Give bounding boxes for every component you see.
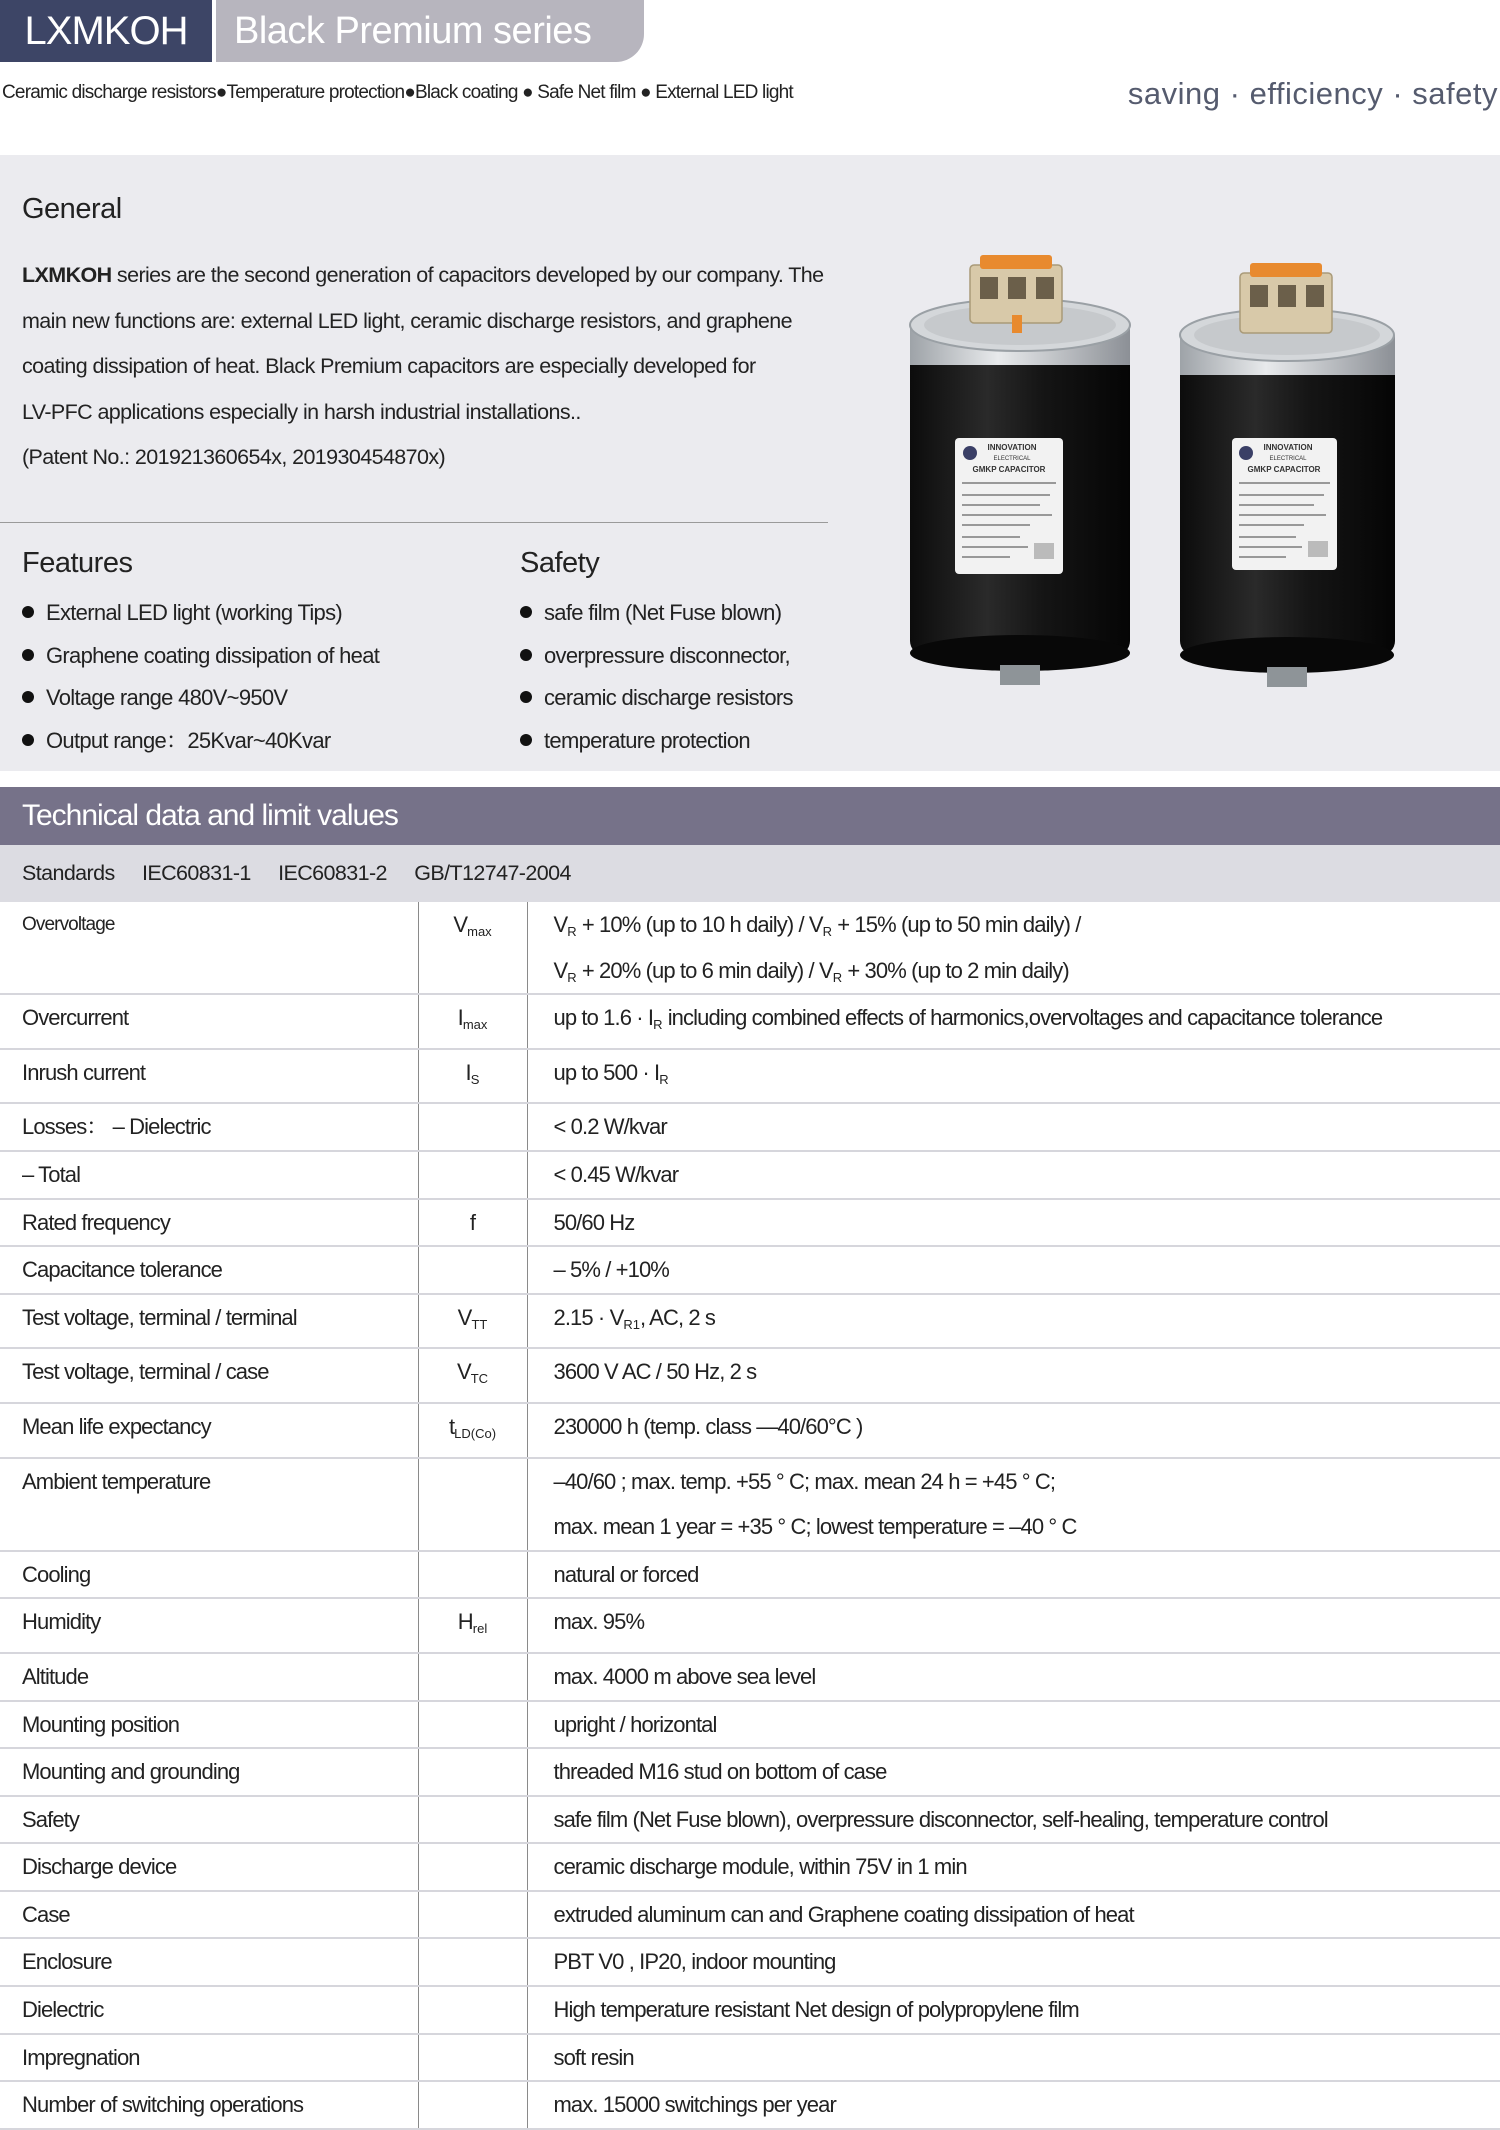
general-line-1: series are the second generation of capacitors developed by our company. The [111,263,824,287]
row-value: 3600 V AC / 50 Hz, 2 s [527,1348,1500,1403]
row-value: max. 15000 switchings per year [527,2081,1500,2129]
features-heading: Features [22,547,133,579]
table-row [0,1049,1500,1104]
general-line-4: LV-PFC applications especially in harsh industrial installations.. [22,399,581,424]
row-name: Mounting and grounding [0,1748,418,1796]
technical-data-table [0,902,1500,2130]
technical-heading: Technical data and limit values [0,787,1500,845]
list-item-text: Graphene coating dissipation of heat [46,642,380,668]
row-value: < 0.45 W/kvar [527,1151,1500,1199]
row-value: 230000 h (temp. class —40/60°C ) [527,1403,1500,1458]
label-line-3: GMKP CAPACITOR [972,465,1046,474]
row-value: safe film (Net Fuse blown), overpressure disconnector, self-healing, temperature control [527,1796,1500,1844]
row-symbol [418,2081,527,2129]
row-name: Case [0,1891,418,1939]
row-symbol [418,1151,527,1199]
row-name: Losses： – Dielectric [0,1103,418,1151]
row-value: $V_R + 10\%$ (up to 10 h daily) / $V_R + 15\%$ (up to 50 min daily) / $V_R + 20\%$ (up to 6 min daily) / $V_R + 30\%$ (up to 2 min daily) [527,902,1500,994]
general-description [22,255,842,483]
list-item-text: External LED light (working Tips) [46,600,343,625]
row-name: Mean life expectancy [0,1403,418,1458]
table-row [0,1986,1500,2034]
list-item [520,720,793,763]
general-line-2: main new functions are: external LED light, ceramic discharge resistors, and graphene [22,308,793,333]
row-value: ceramic discharge module, within 75V in 1 min [527,1843,1500,1891]
table-row [0,1748,1500,1796]
row-name: Test voltage, terminal / terminal [0,1294,418,1349]
row-symbol: $V_{TT}$ [418,1294,527,1349]
row-symbol [418,1938,527,1986]
table-row [0,1246,1500,1294]
table-row [0,2034,1500,2082]
list-item [520,635,793,678]
row-value: up to $1.6 \cdot I_R$ including combined effects of harmonics,overvoltages and capacitance tolerance [527,994,1500,1049]
row-name: Altitude [0,1653,418,1701]
row-value: up to $500 \cdot I_R$ [527,1049,1500,1104]
row-value: upright / horizontal [527,1701,1500,1749]
row-name: Number of switching operations [0,2081,418,2129]
features-list [22,592,379,762]
bullet-icon [520,691,532,703]
tagline: Ceramic discharge resistors●Temperature protection●Black coating ● Safe Net film ● External LED light [2,82,793,103]
label-line-3: GMKP CAPACITOR [1247,465,1321,474]
safety-heading: Safety [520,547,600,579]
row-value: natural or forced [527,1551,1500,1599]
series-title: Black Premium series [216,0,644,62]
bullet-icon [520,734,532,746]
table-row [0,1151,1500,1199]
standard-item: GB/T12747-2004 [414,861,571,885]
row-name: Capacitance tolerance [0,1246,418,1294]
list-item-text: temperature protection [544,727,750,753]
row-symbol [418,1246,527,1294]
row-symbol: $I_{max}$ [418,994,527,1049]
general-brand-bold: LXMKOH [22,263,112,287]
row-value: 50/60 Hz [527,1199,1500,1247]
row-symbol: $I_S$ [418,1049,527,1104]
row-symbol: $H_{rel}$ [418,1598,527,1653]
capacitor-left [910,255,1130,685]
row-value: High temperature resistant Net design of polypropylene film [527,1986,1500,2034]
list-item [520,592,793,635]
list-item-text: Voltage range 480V~950V [46,685,288,710]
table-row [0,1653,1500,1701]
list-item-text: overpressure disconnector, [544,642,790,668]
row-name: Rated frequency [0,1199,418,1247]
row-value: threaded M16 stud on bottom of case [527,1748,1500,1796]
list-item-text: ceramic discharge resistors [544,685,793,710]
row-symbol [418,1458,527,1551]
table-row [0,1701,1500,1749]
row-name: Enclosure [0,1938,418,1986]
table-row [0,1199,1500,1247]
standards-label: Standards [22,861,115,885]
divider [0,522,828,523]
row-value: soft resin [527,2034,1500,2082]
label-line-2: ELECTRICAL [1269,456,1307,462]
row-value: extruded aluminum can and Graphene coating dissipation of heat [527,1891,1500,1939]
bullet-icon [22,691,34,703]
row-name: Discharge device [0,1843,418,1891]
row-name: – Total [0,1151,418,1199]
safety-list [520,592,793,762]
row-symbol: f [418,1199,527,1247]
row-symbol [418,1843,527,1891]
row-symbol [418,1796,527,1844]
row-symbol [418,1653,527,1701]
row-name: Mounting position [0,1701,418,1749]
bullet-icon [520,606,532,618]
standard-item: IEC60831-2 [278,861,387,885]
list-item [22,720,379,763]
brand-title: LXMKOH [0,0,212,62]
table-row [0,1891,1500,1939]
row-value: – 5% / +10% [527,1246,1500,1294]
patent-number: (Patent No.: 201921360654x, 201930454870x) [22,445,446,470]
capacitor-product-image [900,255,1400,715]
row-value: max. 95% [527,1598,1500,1653]
row-name: Inrush current [0,1049,418,1104]
row-symbol [418,1103,527,1151]
row-symbol: $V_{TC}$ [418,1348,527,1403]
row-symbol [418,2034,527,2082]
list-item [22,677,379,720]
row-value: PBT V0 , IP20, indoor mounting [527,1938,1500,1986]
row-name: Safety [0,1796,418,1844]
row-value: < 0.2 W/kvar [527,1103,1500,1151]
row-name: Test voltage, terminal / case [0,1348,418,1403]
table-row [0,1103,1500,1151]
row-name: Impregnation [0,2034,418,2082]
row-symbol [418,1748,527,1796]
row-value: $2.15 \cdot V_{R1}$, AC, 2 s [527,1294,1500,1349]
row-name: Cooling [0,1551,418,1599]
row-name: Dielectric [0,1986,418,2034]
row-symbol: $V_{max}$ [418,902,527,994]
row-name: Ambient temperature [0,1458,418,1551]
list-item [22,635,379,678]
table-row [0,1294,1500,1349]
standard-item: IEC60831-1 [142,861,251,885]
row-symbol [418,1891,527,1939]
bullet-icon [22,606,34,618]
row-name: Humidity [0,1598,418,1653]
table-row [0,2081,1500,2129]
list-item [22,592,379,635]
bullet-icon [520,649,532,661]
row-value: –40/60 ; max. temp. +55 ° C; max. mean 24 h = +45 ° C; max. mean 1 year = +35 ° C; lowest temperature = –40 ° C [527,1458,1500,1551]
standards-bar [0,845,1500,902]
row-value: max. 4000 m above sea level [527,1653,1500,1701]
list-item-text: safe film (Net Fuse blown) [544,600,782,625]
general-heading: General [22,193,122,225]
list-item-text: Output range：25Kvar~40Kvar [46,727,331,753]
row-symbol [418,1986,527,2034]
table-row [0,1458,1500,1551]
table-row [0,1598,1500,1653]
table-row [0,1348,1500,1403]
label-line-2: ELECTRICAL [993,456,1031,462]
row-symbol [418,1551,527,1599]
table-row [0,1796,1500,1844]
label-line-1: INNOVATION [987,443,1037,452]
label-line-1: INNOVATION [1263,443,1313,452]
table-row [0,1938,1500,1986]
row-name: Overvoltage [0,902,418,994]
bullet-icon [22,734,34,746]
row-symbol: $t_{LD(Co)}$ [418,1403,527,1458]
row-name: Overcurrent [0,994,418,1049]
table-row [0,902,1500,994]
slogan: saving · efficiency · safety [1127,76,1498,111]
table-row [0,994,1500,1049]
capacitor-right [1180,263,1395,687]
list-item [520,677,793,720]
table-row [0,1403,1500,1458]
table-row [0,1551,1500,1599]
bullet-icon [22,649,34,661]
general-line-3: coating dissipation of heat. Black Premium capacitors are especially developed for [22,354,756,379]
table-row [0,1843,1500,1891]
row-symbol [418,1701,527,1749]
